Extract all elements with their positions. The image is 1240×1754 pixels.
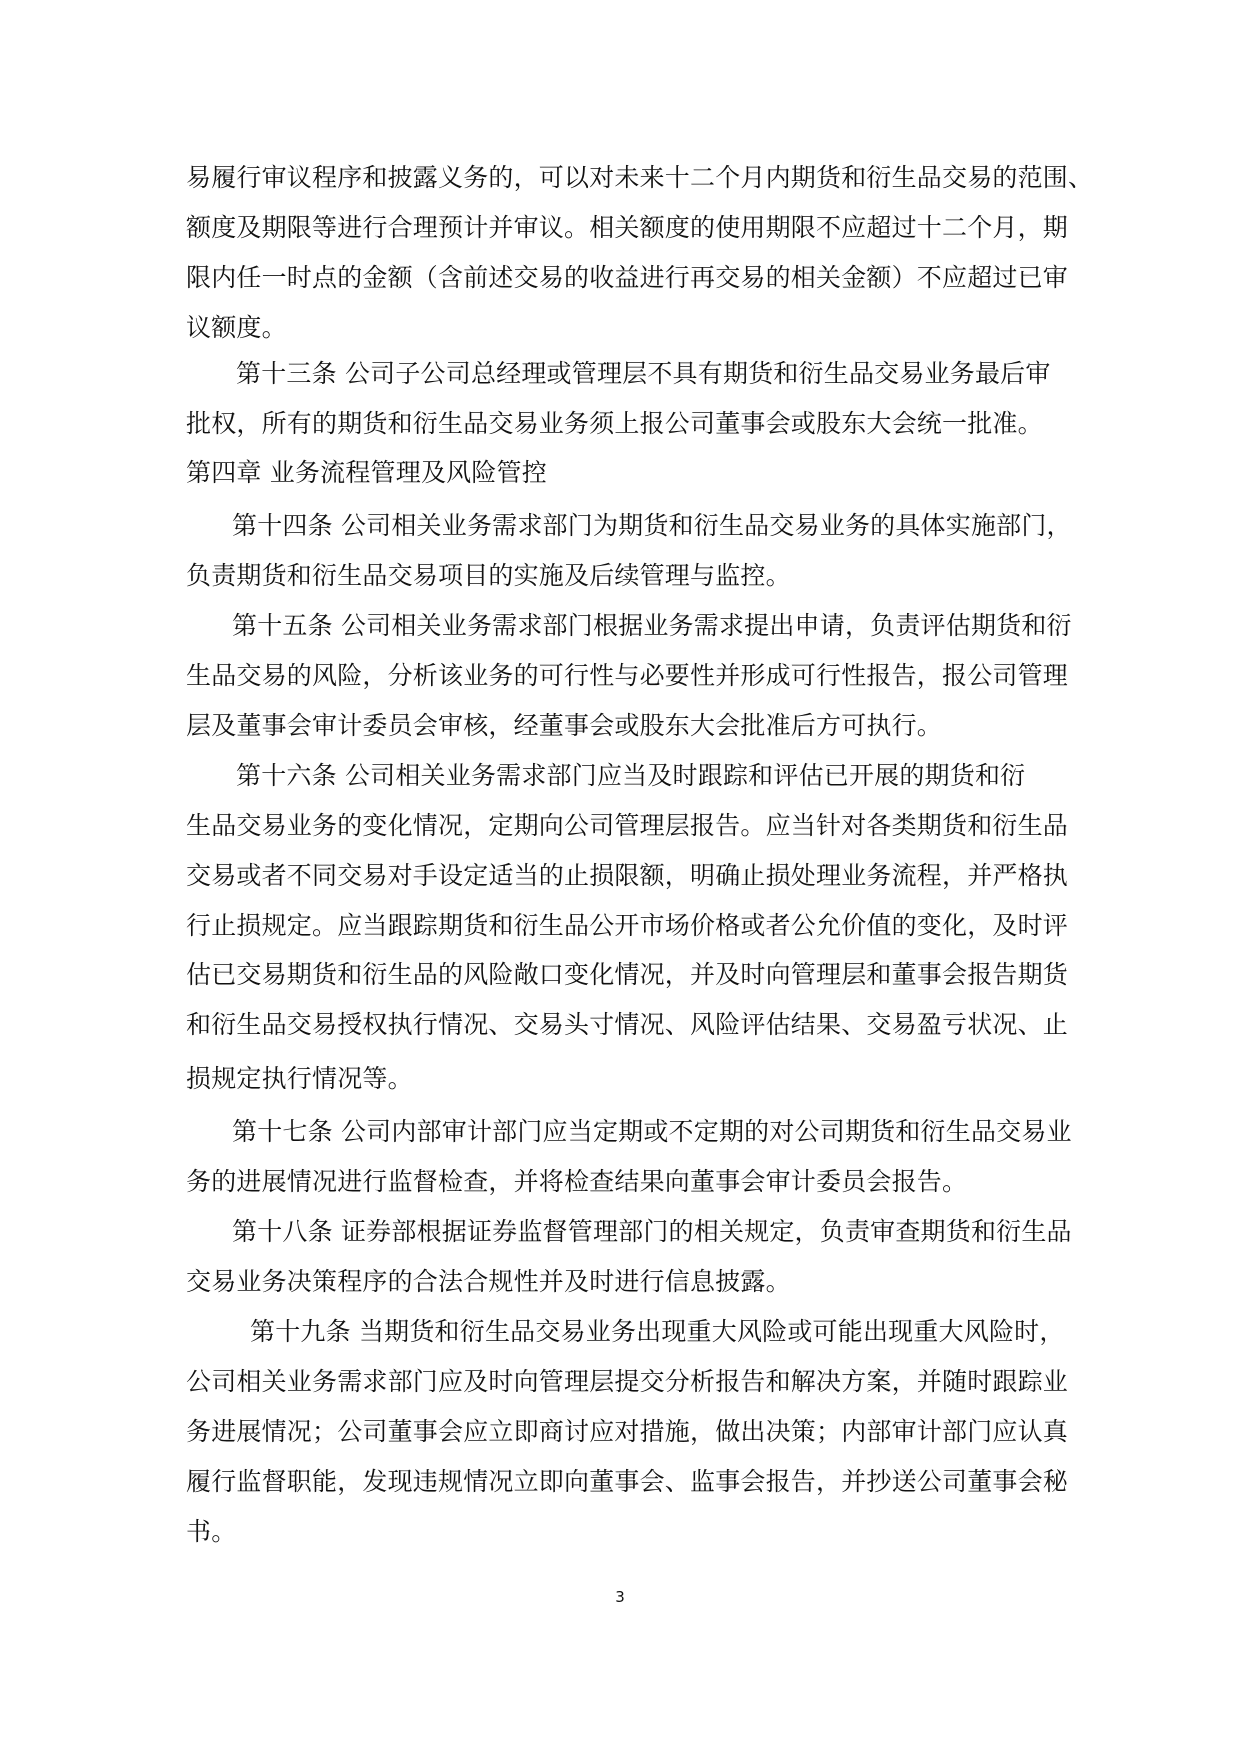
chapter-heading: 第四章 业务流程管理及风险管控 (186, 458, 547, 487)
text-line: 批权，所有的期货和衍生品交易业务须上报公司董事会或股东大会统一批准。 (186, 409, 1043, 438)
text-line: 议额度。 (186, 313, 287, 342)
text-line: 负责期货和衍生品交易项目的实施及后续管理与监控。 (186, 561, 791, 590)
text-line: 行止损规定。应当跟踪期货和衍生品公开市场价格或者公允价值的变化，及时评 (186, 911, 1069, 940)
article-18-heading-line: 第十八条 证券部根据证券监督管理部门的相关规定，负责审查期货和衍生品 (232, 1217, 1072, 1246)
text-line: 务的进展情况进行监督检查，并将检查结果向董事会审计委员会报告。 (186, 1167, 968, 1196)
text-line: 限内任一时点的金额（含前述交易的收益进行再交易的相关金额）不应超过已审 (186, 263, 1069, 292)
article-13-heading-line: 第十三条 公司子公司总经理或管理层不具有期货和衍生品交易业务最后审 (236, 359, 1051, 388)
text-line: 层及董事会审计委员会审核，经董事会或股东大会批准后方可执行。 (186, 711, 943, 740)
text-line: 书。 (186, 1517, 237, 1546)
text-line: 估已交易期货和衍生品的风险敞口变化情况，并及时向管理层和董事会报告期货 (186, 960, 1069, 989)
text-line: 生品交易业务的变化情况，定期向公司管理层报告。应当针对各类期货和衍生品 (186, 811, 1069, 840)
text-line: 务进展情况；公司董事会应立即商讨应对措施，做出决策；内部审计部门应认真 (186, 1417, 1069, 1446)
text-line: 交易或者不同交易对手设定适当的止损限额，明确止损处理业务流程，并严格执 (186, 861, 1069, 890)
text-line: 额度及期限等进行合理预计并审议。相关额度的使用期限不应超过十二个月，期 (186, 213, 1069, 242)
text-line: 公司相关业务需求部门应及时向管理层提交分析报告和解决方案，并随时跟踪业 (186, 1367, 1069, 1396)
text-line: 履行监督职能，发现违规情况立即向董事会、监事会报告，并抄送公司董事会秘 (186, 1467, 1069, 1496)
article-16-heading-line: 第十六条 公司相关业务需求部门应当及时跟踪和评估已开展的期货和衍 (236, 761, 1026, 790)
article-14-heading-line: 第十四条 公司相关业务需求部门为期货和衍生品交易业务的具体实施部门， (232, 511, 1072, 540)
page-number: 3 (615, 1588, 625, 1606)
text-line: 交易业务决策程序的合法合规性并及时进行信息披露。 (186, 1267, 791, 1296)
text-line: 易履行审议程序和披露义务的，可以对未来十二个月内期货和衍生品交易的范围、 (186, 163, 1094, 192)
article-17-heading-line: 第十七条 公司内部审计部门应当定期或不定期的对公司期货和衍生品交易业 (232, 1117, 1072, 1146)
text-line: 生品交易的风险，分析该业务的可行性与必要性并形成可行性报告，报公司管理 (186, 661, 1069, 690)
article-15-heading-line: 第十五条 公司相关业务需求部门根据业务需求提出申请，负责评估期货和衍 (232, 611, 1072, 640)
text-line: 损规定执行情况等。 (186, 1064, 413, 1093)
text-line: 和衍生品交易授权执行情况、交易头寸情况、风险评估结果、交易盈亏状况、止 (186, 1010, 1069, 1039)
article-19-heading-line: 第十九条 当期货和衍生品交易业务出现重大风险或可能出现重大风险时， (250, 1317, 1065, 1346)
